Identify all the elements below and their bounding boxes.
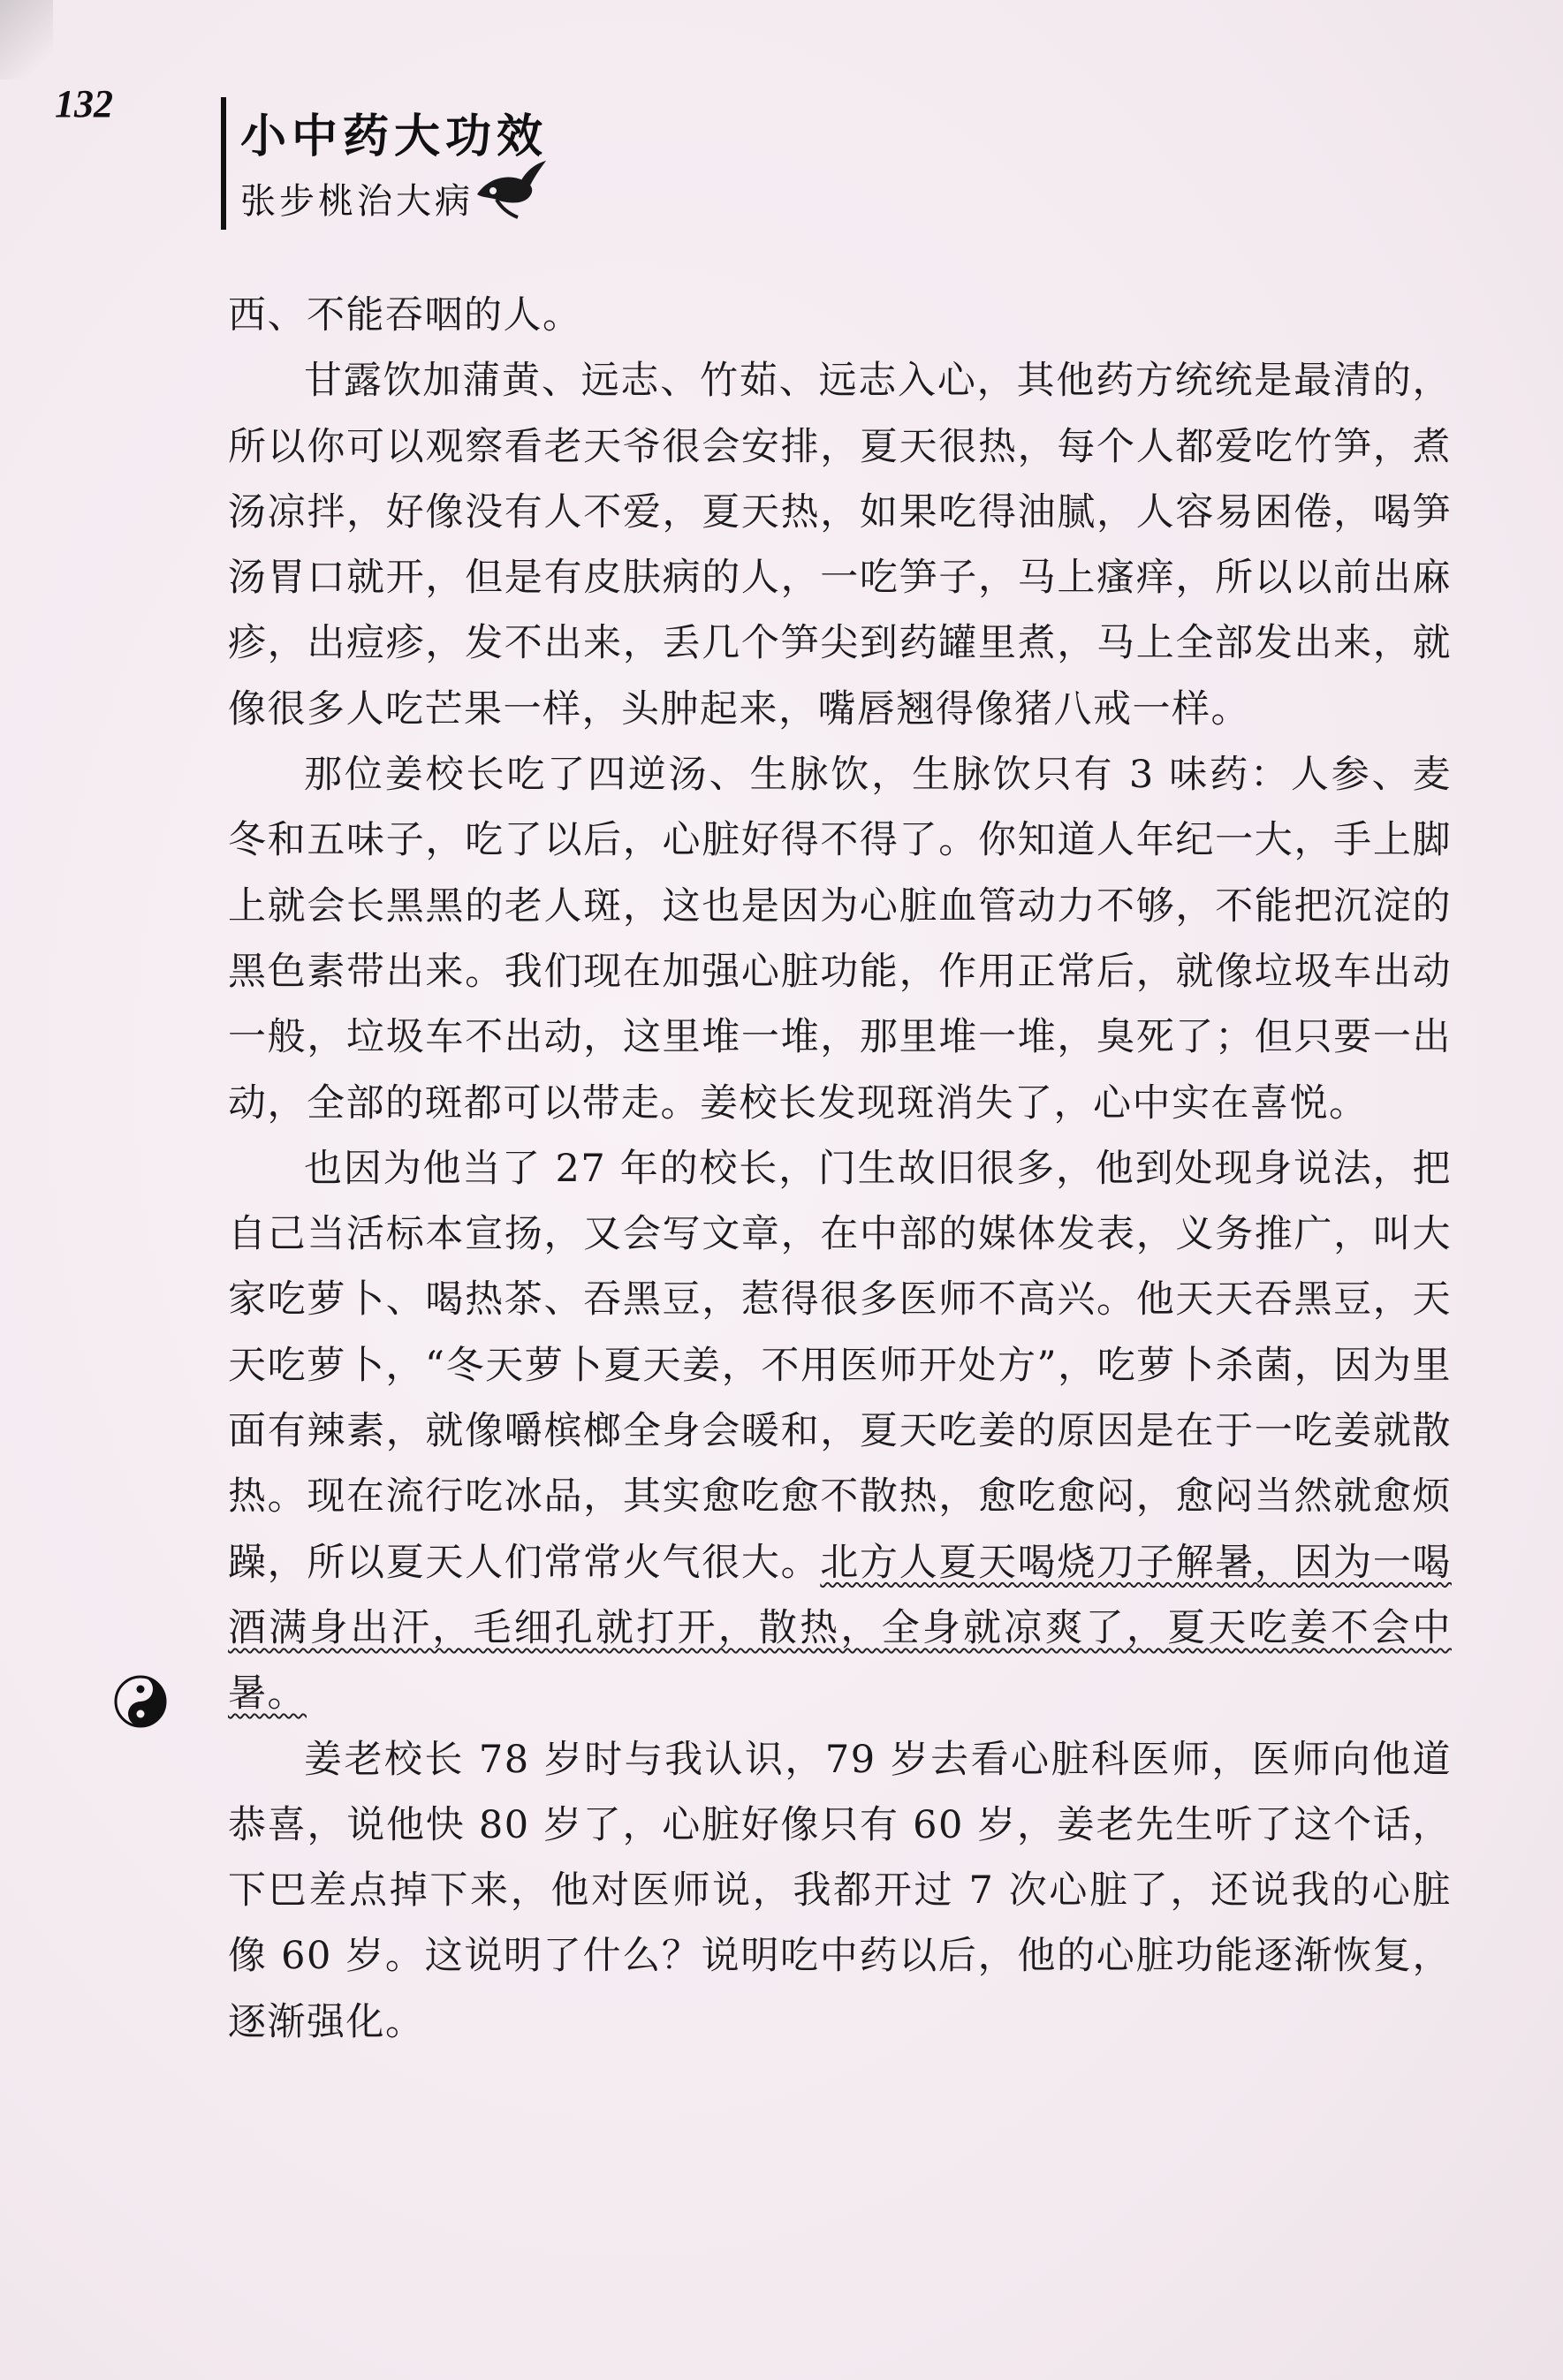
body-text	[228, 283, 1452, 2055]
paragraph-5: 姜老校长 78 岁时与我认识，79 岁去看心脏科医师，医师向他道恭喜，说他快 80 岁了，心脏好像只有 60 岁，姜老先生听了这个话，下巴差点掉下来，他对医师说，我都开过 7 次心脏了，还说我的心脏像 60 岁。这说明了什么？说明吃中药以后，他的心脏功能逐渐恢复，逐渐强化。	[228, 1737, 1452, 2044]
paragraph-3: 那位姜校长吃了四逆汤、生脉饮，生脉饮只有 3 味药：人参、麦冬和五味子，吃了以后，心脏好得不得了。你知道人年纪一大，手上脚上就会长黑黑的老人斑，这也是因为心脏血管动力不够，不能把沉淀的黑色素带出来。我们现在加强心脏功能，作用正常后，就像垃圾车出动一般，垃圾车不出动，这里堆一堆，那里堆一堆，臭死了；但只要一出动，全部的斑都可以带走。姜校长发现斑消失了，心中实在喜悦。	[228, 753, 1452, 1126]
header-divider	[221, 97, 226, 230]
page-number: 132	[55, 82, 113, 125]
paragraph-2: 甘露饮加蒲黄、远志、竹茹、远志入心，其他药方统统是最清的，所以你可以观察看老天爷很会安排，夏天很热，每个人都爱吃竹笋，煮汤凉拌，好像没有人不爱，夏天热，如果吃得油腻，人容易困倦，喝笋汤胃口就开，但是有皮肤病的人，一吃笋子，马上瘙痒，所以以前出麻疹，出痘疹，发不出来，丢几个笋尖到药罐里煮，马上全部发出来，就像很多人吃芒果一样，头肿起来，嘴唇翘得像猪八戒一样。	[228, 359, 1452, 731]
underlined-passage: 北方人夏天喝烧刀子解暑，因为一喝酒满身出汗，毛细孔就打开，散热，全身就凉爽了，夏天吃姜不会中暑。	[228, 1540, 1452, 1717]
paragraph-1: 西、不能吞咽的人。	[228, 293, 582, 337]
brush-icon	[470, 159, 550, 221]
paragraph-4	[228, 1136, 1452, 1727]
book-subtitle: 张步桃治大病	[240, 181, 474, 222]
book-title: 小中药大功效	[240, 110, 549, 163]
page-corner-shadow	[0, 0, 53, 80]
paragraph-4-text: 也因为他当了 27 年的校长，门生故旧很多，他到处现身说法，把自己当活标本宣扬，又会写文章，在中部的媒体发表，义务推广，叫大家吃萝卜、喝热茶、吞黑豆，惹得很多医师不高兴。他天天吞黑豆，天天吃萝卜，“冬天萝卜夏天姜，不用医师开处方”，吃萝卜杀菌，因为里面有辣素，就像嚼槟榔全身会暖和，夏天吃姜的原因是在于一吃姜就散热。现在流行吃冰品，其实愈吃愈不散热，愈吃愈闷，愈闷当然就愈烦躁，所以夏天人们常常火气很大。	[228, 1146, 1452, 1585]
yinyang-icon	[113, 1674, 168, 1729]
